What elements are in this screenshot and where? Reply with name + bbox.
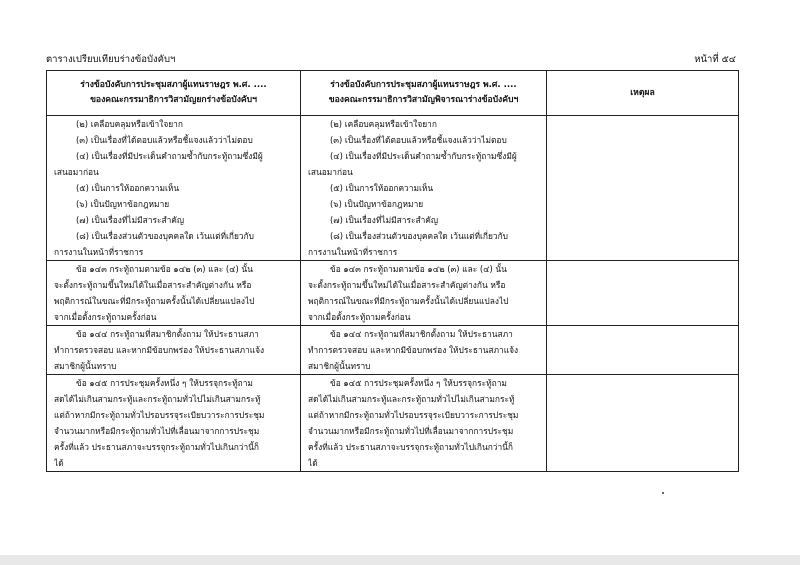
column-header-reason [547,71,739,116]
cell-left [47,326,301,375]
text-line: จะตั้งกระทู้ถามขึ้นใหม่ได้ในเมื่อสาระสำคัญต่างกัน หรือ [308,280,506,290]
text-line: ข้อ ๑๔๓ กระทู้ถามตามข้อ ๑๔๒ (๓) และ (๔) นั้น [330,264,507,274]
cell-left [47,116,301,261]
column-header-review-committee [301,71,547,116]
text-line: เสนอมาก่อน [308,167,353,177]
scan-bottom-edge [0,555,800,565]
cell-reason [547,326,739,375]
text-line: สดได้ไม่เกินสามกระทู้และกระทู้ถามทั่วไปไม่เกินสามกระทู้ [308,394,515,404]
text-line: ทำการตรวจสอบ และหากมีข้อบกพร่อง ให้ประธานสภาแจ้ง [308,345,519,355]
text-line: จำนวนมากหรือมีกระทู้ถามทั่วไปที่เลื่อนมาจากการประชุม [308,426,514,436]
text-line: ครั้งที่แล้ว ประธานสภาจะบรรจุกระทู้ถามทั่วไปเกินกว่านี้ก็ [308,442,513,452]
text-line: พฤติการณ์ในขณะที่มีกระทู้ถามครั้งนั้นได้เปลี่ยนแปลงไป [308,296,509,306]
text-line: สมาชิกผู้นั้นทราบ [54,361,117,371]
text-line: (๔) เป็นเรื่องที่มีประเด็นคำถามซ้ำกับกระทู้ถามซึ่งมีผู้ [330,151,517,161]
header-line: ของคณะกรรมาธิการวิสามัญพิจารณาร่างข้อบังคับฯ [328,95,519,105]
text-line: ทำการตรวจสอบ และหากมีข้อบกพร่อง ให้ประธานสภาแจ้ง [54,345,265,355]
cell-reason [547,261,739,326]
text-line: ข้อ ๑๔๓ กระทู้ถามตามข้อ ๑๔๒ (๓) และ (๔) นั้น [76,264,253,274]
text-line: (๒) เคลือบคลุมหรือเข้าใจยาก [76,119,183,129]
text-line: (๕) เป็นการให้ออกความเห็น [76,183,180,193]
cell-right [301,326,547,375]
header-line: ร่างข้อบังคับการประชุมสภาผู้แทนราษฎร พ.ศ. .... [80,80,267,90]
cell-right [301,375,547,472]
comparison-table [46,70,739,472]
text-line: (๘) เป็นเรื่องส่วนตัวของบุคคลใด เว้นแต่ที่เกี่ยวกับ [330,231,508,241]
table-header-row [47,71,739,116]
table-row [47,375,739,472]
text-line: (๔) เป็นเรื่องที่มีประเด็นคำถามซ้ำกับกระทู้ถามซึ่งมีผู้ [76,151,263,161]
text-line: ข้อ ๑๔๕ การประชุมครั้งหนึ่ง ๆ ให้บรรจุกระทู้ถาม [76,378,253,388]
text-line: (๗) เป็นเรื่องที่ไม่มีสาระสำคัญ [330,215,439,225]
header-line: เหตุผล [630,87,655,98]
cell-reason [547,116,739,261]
scan-speck [662,492,664,494]
text-line: ข้อ ๑๔๕ การประชุมครั้งหนึ่ง ๆ ให้บรรจุกระทู้ถาม [330,378,507,388]
text-line: จากเมื่อตั้งกระทู้ถามครั้งก่อน [54,312,157,322]
text-line: พฤติการณ์ในขณะที่มีกระทู้ถามครั้งนั้นได้เปลี่ยนแปลงไป [54,296,255,306]
text-line: การงานในหน้าที่ราชการ [54,247,144,257]
table-row [47,261,739,326]
text-line: แต่ถ้าหากมีกระทู้ถามทั่วไปรอบรรจุระเบียบวาระการประชุม [308,410,519,420]
text-line: จากเมื่อตั้งกระทู้ถามครั้งก่อน [308,312,411,322]
text-line: เสนอมาก่อน [54,167,99,177]
table-row [47,326,739,375]
text-line: จำนวนมากหรือมีกระทู้ถามทั่วไปที่เลื่อนมาจากการประชุม [54,426,260,436]
text-line: ได้ [54,458,64,468]
cell-right [301,116,547,261]
text-line: ครั้งที่แล้ว ประธานสภาจะบรรจุกระทู้ถามทั่วไปเกินกว่านี้ก็ [54,442,259,452]
table-row [47,116,739,261]
text-line: แต่ถ้าหากมีกระทู้ถามทั่วไปรอบรรจุระเบียบวาระการประชุม [54,410,265,420]
cell-left [47,375,301,472]
text-line: สมาชิกผู้นั้นทราบ [308,361,371,371]
cell-reason [547,375,739,472]
header-line: ร่างข้อบังคับการประชุมสภาผู้แทนราษฎร พ.ศ. .... [330,80,517,90]
document-title: ตารางเปรียบเทียบร่างข้อบังคับฯ [46,54,176,65]
page-number: หน้าที่ ๕๔ [694,54,736,65]
text-line: (๓) เป็นเรื่องที่ได้ตอบแล้วหรือชี้แจงแล้วว่าไม่ตอบ [76,135,253,145]
text-line: สดได้ไม่เกินสามกระทู้และกระทู้ถามทั่วไปไม่เกินสามกระทู้ [54,394,261,404]
text-line: (๕) เป็นการให้ออกความเห็น [330,183,434,193]
text-line: (๒) เคลือบคลุมหรือเข้าใจยาก [330,119,437,129]
text-line: ได้ [308,458,318,468]
text-line: (๖) เป็นปัญหาข้อกฎหมาย [330,199,424,209]
text-line: (๘) เป็นเรื่องส่วนตัวของบุคคลใด เว้นแต่ที่เกี่ยวกับ [76,231,254,241]
cell-right [301,261,547,326]
cell-left [47,261,301,326]
header-line: ของคณะกรรมาธิการวิสามัญยกร่างข้อบังคับฯ [90,95,257,105]
text-line: ข้อ ๑๔๔ กระทู้ถามที่สมาชิกตั้งถาม ให้ประธานสภา [76,329,259,339]
text-line: (๓) เป็นเรื่องที่ได้ตอบแล้วหรือชี้แจงแล้วว่าไม่ตอบ [330,135,507,145]
text-line: จะตั้งกระทู้ถามขึ้นใหม่ได้ในเมื่อสาระสำคัญต่างกัน หรือ [54,280,252,290]
text-line: (๖) เป็นปัญหาข้อกฎหมาย [76,199,170,209]
text-line: (๗) เป็นเรื่องที่ไม่มีสาระสำคัญ [76,215,185,225]
column-header-draft-committee [47,71,301,116]
text-line: ข้อ ๑๔๔ กระทู้ถามที่สมาชิกตั้งถาม ให้ประธานสภา [330,329,513,339]
text-line: การงานในหน้าที่ราชการ [308,247,398,257]
